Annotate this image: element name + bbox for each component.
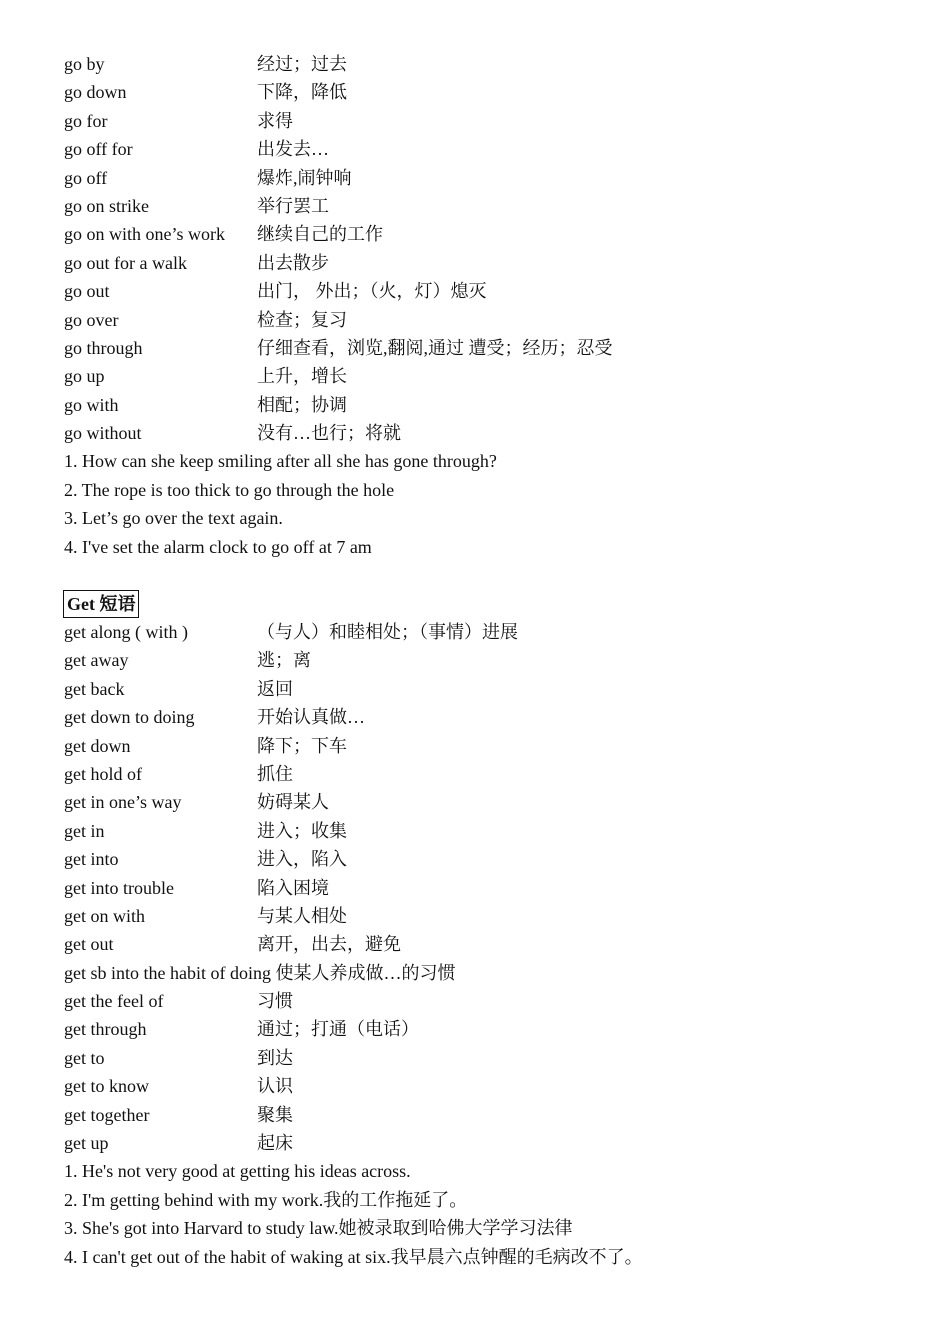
phrase-meaning: 降下；下车 <box>257 735 347 756</box>
phrase-meaning: 进入；收集 <box>257 820 347 841</box>
phrase-row <box>64 732 924 760</box>
phrase-row <box>64 760 924 788</box>
phrase-row <box>64 788 924 816</box>
phrase-text: go on with one’s work <box>64 224 225 245</box>
phrase-text: get along ( with ) <box>64 622 188 642</box>
phrase-meaning: 与某人相处 <box>257 905 347 926</box>
phrase-meaning: 开始认真做… <box>257 707 365 728</box>
phrase-meaning: 进入，陷入 <box>257 849 347 870</box>
phrase-meaning: 相配；协调 <box>257 394 347 415</box>
phrase-row <box>64 1015 924 1043</box>
phrase-text: go up <box>64 366 105 387</box>
phrase-text: get through <box>64 1019 147 1040</box>
phrase-text: get hold of <box>64 763 142 784</box>
example-sentence: 3. She's got into Harvard to study law.她被录取到哈佛大学学习法律 <box>64 1218 573 1239</box>
phrase-row <box>64 987 924 1015</box>
phrase-row <box>64 874 924 902</box>
phrase-row <box>64 1044 924 1072</box>
phrase-row <box>64 391 924 419</box>
phrase-meaning: 出发去… <box>257 139 329 160</box>
phrase-text: go off for <box>64 139 133 160</box>
phrase-text: get out <box>64 934 114 955</box>
phrase-meaning: 出门， 外出；（火，灯）熄灭 <box>257 281 487 302</box>
phrase-meaning: 爆炸,闹钟响 <box>257 167 352 188</box>
phrase-meaning: 举行罢工 <box>257 195 329 216</box>
phrase-row <box>64 646 924 674</box>
phrase-text: go out for a walk <box>64 252 187 273</box>
phrase-text: get away <box>64 650 129 671</box>
phrase-meaning: （与人）和睦相处；（事情）进展 <box>257 622 518 642</box>
section-header-get: Get 短语 <box>63 590 139 618</box>
phrase-meaning: 经过；过去 <box>257 54 347 74</box>
phrase-row <box>64 107 924 135</box>
phrase-meaning: 认识 <box>257 1076 293 1097</box>
example-sentence: 1. He's not very good at getting his ideas across. <box>64 1161 411 1182</box>
phrase-text: go for <box>64 110 108 131</box>
phrase-text: go out <box>64 281 110 302</box>
phrase-row <box>64 1101 924 1129</box>
phrase-text: get in <box>64 820 105 841</box>
phrase-row <box>64 1072 924 1100</box>
phrase-row <box>64 306 924 334</box>
phrase-row <box>64 419 924 447</box>
phrase-text: go through <box>64 337 143 358</box>
phrase-meaning: 继续自己的工作 <box>257 224 383 245</box>
phrase-text: get in one’s way <box>64 792 182 813</box>
phrase-row <box>64 817 924 845</box>
phrase-row <box>64 703 924 731</box>
phrase-row <box>64 78 924 106</box>
phrase-meaning: 离开，出去，避免 <box>257 934 401 955</box>
phrase-row <box>64 845 924 873</box>
phrase-row <box>64 249 924 277</box>
phrase-row <box>64 334 924 362</box>
phrase-row <box>64 930 924 958</box>
phrase-row <box>64 362 924 390</box>
phrase-meaning: 聚集 <box>257 1104 293 1125</box>
phrase-meaning: 返回 <box>257 678 293 699</box>
phrase-meaning: 出去散步 <box>257 252 329 273</box>
phrase-text: get on with <box>64 905 145 926</box>
phrase-text: get into trouble <box>64 877 174 898</box>
phrase-meaning: 妨碍某人 <box>257 792 329 813</box>
phrase-row <box>64 164 924 192</box>
phrase-text: get together <box>64 1104 150 1125</box>
get-phrase-list <box>64 618 924 1271</box>
phrase-meaning: 到达 <box>257 1047 293 1068</box>
phrase-row <box>64 1129 924 1157</box>
phrase-meaning: 检查；复习 <box>257 309 347 330</box>
phrase-row <box>64 220 924 248</box>
phrase-meaning: 陷入困境 <box>257 877 329 898</box>
phrase-meaning: 起床 <box>257 1133 293 1154</box>
phrase-meaning: 下降，降低 <box>257 82 347 103</box>
example-sentence: 4. I can't get out of the habit of waking at six.我早晨六点钟醒的毛病改不了。 <box>64 1246 643 1267</box>
phrase-meaning: 没有…也行；将就 <box>257 423 401 444</box>
phrase-meaning: 通过；打通（电话） <box>257 1019 419 1040</box>
phrase-meaning: 逃；离 <box>257 650 311 671</box>
phrase-row <box>64 675 924 703</box>
go-phrase-list <box>64 50 924 561</box>
phrase-row <box>64 135 924 163</box>
phrase-text: go with <box>64 394 119 415</box>
phrase-row <box>64 192 924 220</box>
phrase-row-inline: get sb into the habit of doing 使某人养成做…的习惯 <box>64 962 456 983</box>
phrase-row <box>64 902 924 930</box>
phrase-meaning: 求得 <box>257 110 293 131</box>
phrase-text: go off <box>64 167 108 188</box>
example-sentence: 2. I'm getting behind with my work.我的工作拖延了。 <box>64 1189 468 1210</box>
phrase-text: get down <box>64 735 131 756</box>
phrase-row <box>64 50 924 78</box>
phrase-text: go over <box>64 309 119 330</box>
phrase-text: get the feel of <box>64 991 164 1012</box>
phrase-text: get into <box>64 849 119 870</box>
phrase-text: get down to doing <box>64 707 195 728</box>
example-sentence: 1. How can she keep smiling after all she has gone through? <box>64 451 497 472</box>
phrase-text: go without <box>64 423 142 444</box>
example-sentence: 4. I've set the alarm clock to go off at 7 am <box>64 536 372 557</box>
phrase-meaning: 上升，增长 <box>257 366 347 387</box>
example-sentence: 3. Let’s go over the text again. <box>64 508 283 529</box>
phrase-text: get to <box>64 1047 105 1068</box>
phrase-meaning: 抓住 <box>257 763 293 784</box>
example-sentence: 2. The rope is too thick to go through the hole <box>64 479 395 500</box>
phrase-row <box>64 277 924 305</box>
phrase-meaning: 习惯 <box>257 991 293 1012</box>
phrase-meaning: 仔细查看，浏览,翻阅,通过 遭受；经历；忍受 <box>257 337 613 358</box>
phrase-text: go by <box>64 54 105 74</box>
phrase-text: get to know <box>64 1076 149 1097</box>
phrase-row <box>64 618 924 646</box>
phrase-text: get up <box>64 1133 109 1154</box>
phrase-text: go on strike <box>64 195 149 216</box>
phrase-text: get back <box>64 678 125 699</box>
phrase-text: go down <box>64 82 127 103</box>
